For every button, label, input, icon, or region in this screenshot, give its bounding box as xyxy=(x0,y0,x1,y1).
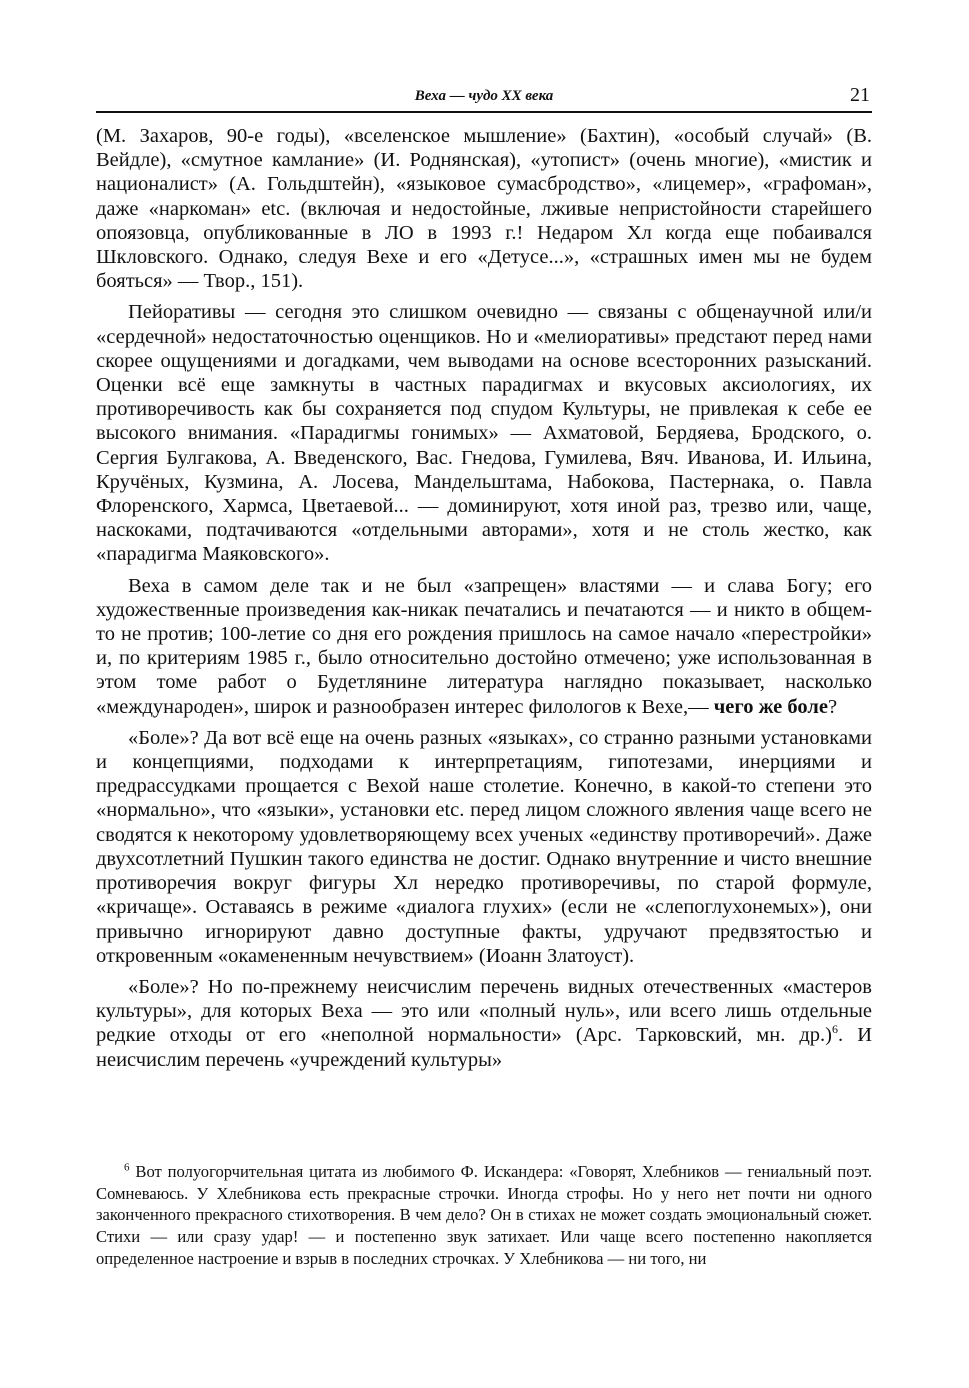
header-rule xyxy=(96,111,872,113)
running-head: Веха — чудо XX века xyxy=(414,88,554,104)
page-number: 21 xyxy=(850,84,870,106)
footnote xyxy=(96,1161,872,1270)
paragraph-2: Пейоративы — сегодня это слишком очевидно — связаны с общенаучной или/и «сердечной» недостаточностью оценщиков. Но и «мелиоративы» предстают перед нами скорее ощущениями и догадками, чем выводами на основе всесторонних разысканий. Оценки всё еще замкнуты в частных парадигмах и вкусовых аксиологиях, их противоречивость как бы сохраняется под спудом Культуры, не привлекая к себе ее высокого внимания. «Парадигмы гонимых» — Ахматовой, Бердяева, Бродского, о. Сергия Булгакова, А. Введенского, Вас. Гнедова, Гумилева, Вяч. Иванова, И. Ильина, Кручёных, Кузмина, А. Лосева, Мандельштама, Набокова, Пастернака, о. Павла Флоренского, Хармса, Цветаевой... — доминируют, хотя иной раз, трезво или, чаще, наскоками, подтачиваются «отдельными авторами», хотя и не столь жестко, как «парадигма Маяковского». xyxy=(96,301,872,566)
paragraph-3 xyxy=(96,574,872,719)
main-text xyxy=(96,124,872,1079)
paragraph-3-end: ? xyxy=(827,695,838,718)
footnote-marker: 6 xyxy=(124,1161,130,1174)
paragraph-5-text: «Боле»? Но по-прежнему неисчислим перечень видных отечественных «мастеров культуры», для которых Веха — это или «полный нуль», или всего лишь отдельные редкие отходы от его «неполной нормальности» (Арс. Тарковский, мн. др.) xyxy=(96,975,872,1047)
paragraph-3-text: Веха в самом деле так и не был «запрещен» властями — и слава Богу; его художественные произведения как-никак печатались и печатаются — и никто в общем-то не против; 100-летие со дня его рождения пришлось на самое начало «перестройки» и, по критериям 1985 г., было относительно достойно отмечено; уже использованная в этом томе работ о Будетлянине литература наглядно показывает, насколько «международен», широк и разнообразен интерес филологов к Вехе,— xyxy=(96,574,872,718)
page-header xyxy=(96,86,872,112)
footnote-reference[interactable]: 6 xyxy=(832,1022,839,1037)
paragraph-5-end: . И неисчислим перечень «учреждений культуры» xyxy=(96,1024,872,1071)
paragraph-4: «Боле»? Да вот всё еще на очень разных «языках», со странно разными установками и концепциями, подходами к интерпретациям, гипотезами, инерциями и предрассудками прощается с Вехой наше столетие. Конечно, в какой-то степени это «нормально», что «языки», установки etc. перед лицом сложного явления чаще всего не сводятся к некоторому удовлетворяющему всех ученых «единству противоречий». Даже двухсотлетний Пушкин такого единства не достиг. Однако внутренние и чисто внешние противоречия вокруг фигуры Хл нередко противоречивы, по старой формуле, «кричаще». Оставаясь в режиме «диалога глухих» (если не «слепоглухонемых»), они привычно игнорируют давно доступные факты, удручают предвзятостью и откровенным «окамененным нечувствием» (Иоанн Златоуст). xyxy=(96,726,872,967)
paragraph-5 xyxy=(96,975,872,1072)
paragraph-1: (М. Захаров, 90-е годы), «вселенское мышление» (Бахтин), «особый случай» (В. Вейдле), «смутное камлание» (И. Роднянская), «утопист» (очень многие), «мистик и националист» (А. Гольдштейн), «языковое сумасбродство», «лицемер», «графоман», даже «наркоман» etc. (включая и недостойные, лживые непристойности старейшего опоязовца, опубликованные в ЛО в 1993 г.! Недаром Хл когда еще побаивался Шкловского. Однако, следуя Вехе и его «Детусе...», «страшных имен мы не будем бояться» — Твор., 151). xyxy=(96,125,872,293)
footnote-text: Вот полуогорчительная цитата из любимого Ф. Искандера: «Говорят, Хлебников — гениальный поэт. Сомневаюсь. У Хлебникова есть прекрасные строчки. Иногда строфы. Но у него нет почти ни одного законченного прекрасного стихотворения. В чем дело? Он в стихах не может создать эмоциональный сюжет. Стихи — или сразу удар! — и постепенно звук затихает. Или чаще всего постепенно накопляется определенное настроение и взрыв в последних строчках. У Хлебникова — ни того, ни xyxy=(96,1162,872,1268)
paragraph-3-bold: чего же боле xyxy=(713,695,828,718)
